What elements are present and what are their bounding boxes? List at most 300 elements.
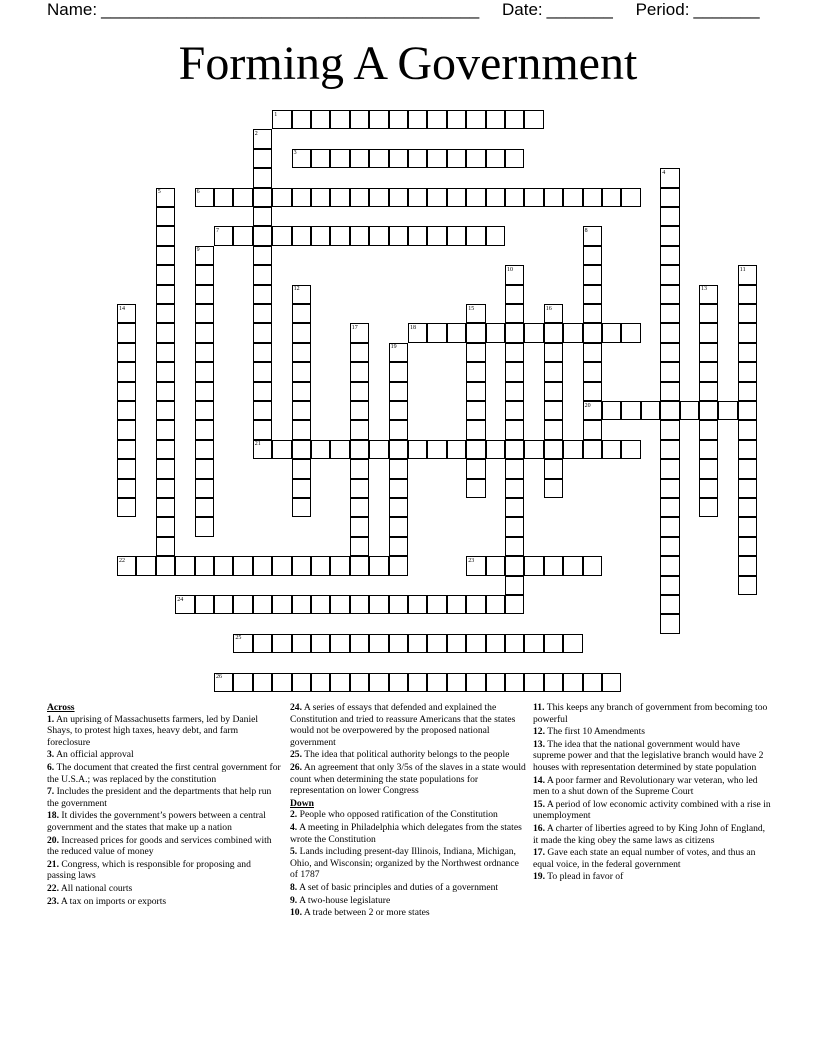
grid-cell[interactable]: [699, 323, 718, 342]
grid-cell[interactable]: [427, 634, 446, 653]
grid-cell[interactable]: [350, 459, 369, 478]
grid-cell[interactable]: [292, 362, 311, 381]
grid-cell[interactable]: [505, 420, 524, 439]
grid-cell[interactable]: [660, 440, 679, 459]
grid-cell[interactable]: [660, 323, 679, 342]
grid-cell[interactable]: [389, 595, 408, 614]
grid-cell[interactable]: [389, 401, 408, 420]
grid-cell[interactable]: [272, 673, 291, 692]
grid-cell[interactable]: [292, 304, 311, 323]
grid-cell[interactable]: [292, 188, 311, 207]
grid-cell[interactable]: [738, 382, 757, 401]
grid-cell[interactable]: [369, 556, 388, 575]
grid-cell[interactable]: [660, 265, 679, 284]
grid-cell[interactable]: [583, 556, 602, 575]
grid-cell[interactable]: [408, 110, 427, 129]
grid-cell[interactable]: [660, 304, 679, 323]
grid-cell[interactable]: [408, 149, 427, 168]
grid-cell[interactable]: [544, 401, 563, 420]
grid-cell[interactable]: [195, 556, 214, 575]
grid-cell[interactable]: [583, 420, 602, 439]
grid-cell[interactable]: [738, 440, 757, 459]
grid-cell[interactable]: [233, 595, 252, 614]
grid-cell[interactable]: [330, 673, 349, 692]
grid-cell[interactable]: [466, 479, 485, 498]
grid-cell[interactable]: [253, 226, 272, 245]
grid-cell[interactable]: [369, 110, 388, 129]
grid-cell[interactable]: [660, 246, 679, 265]
grid-cell[interactable]: [621, 401, 640, 420]
grid-cell[interactable]: [660, 614, 679, 633]
grid-cell[interactable]: [117, 479, 136, 498]
grid-cell[interactable]: [369, 440, 388, 459]
grid-cell[interactable]: [195, 440, 214, 459]
grid-cell[interactable]: [486, 226, 505, 245]
grid-cell[interactable]: [117, 498, 136, 517]
grid-cell[interactable]: [253, 595, 272, 614]
grid-cell[interactable]: [505, 440, 524, 459]
grid-cell[interactable]: [602, 440, 621, 459]
grid-cell[interactable]: [738, 401, 757, 420]
grid-cell[interactable]: [699, 304, 718, 323]
grid-cell[interactable]: [311, 226, 330, 245]
grid-cell[interactable]: [311, 149, 330, 168]
grid-cell[interactable]: [427, 595, 446, 614]
grid-cell[interactable]: [350, 226, 369, 245]
grid-cell[interactable]: [544, 634, 563, 653]
grid-cell[interactable]: [583, 323, 602, 342]
grid-cell[interactable]: [660, 459, 679, 478]
grid-cell[interactable]: [738, 362, 757, 381]
grid-cell[interactable]: [466, 459, 485, 478]
grid-cell[interactable]: [350, 110, 369, 129]
grid-cell[interactable]: [350, 595, 369, 614]
grid-cell[interactable]: [311, 556, 330, 575]
grid-cell[interactable]: [486, 110, 505, 129]
grid-cell[interactable]: [253, 323, 272, 342]
grid-cell[interactable]: [195, 420, 214, 439]
grid-cell[interactable]: [350, 401, 369, 420]
grid-cell[interactable]: [544, 362, 563, 381]
grid-cell[interactable]: [524, 188, 543, 207]
grid-cell[interactable]: [156, 323, 175, 342]
grid-cell[interactable]: [292, 226, 311, 245]
grid-cell[interactable]: [350, 537, 369, 556]
grid-cell[interactable]: [427, 440, 446, 459]
grid-cell[interactable]: [350, 673, 369, 692]
grid-cell[interactable]: [389, 479, 408, 498]
grid-cell[interactable]: [253, 362, 272, 381]
grid-cell[interactable]: [699, 401, 718, 420]
grid-cell[interactable]: [466, 634, 485, 653]
grid-cell[interactable]: [466, 420, 485, 439]
grid-cell[interactable]: [117, 420, 136, 439]
grid-cell[interactable]: [660, 498, 679, 517]
grid-cell[interactable]: [253, 246, 272, 265]
grid-cell[interactable]: [486, 556, 505, 575]
grid-cell[interactable]: [253, 401, 272, 420]
grid-cell[interactable]: [195, 479, 214, 498]
grid-cell[interactable]: [195, 382, 214, 401]
grid-cell[interactable]: [505, 595, 524, 614]
grid-cell[interactable]: [195, 595, 214, 614]
grid-cell[interactable]: [505, 362, 524, 381]
grid-cell[interactable]: [447, 226, 466, 245]
grid-cell[interactable]: [117, 343, 136, 362]
grid-cell[interactable]: [156, 304, 175, 323]
grid-cell[interactable]: [583, 440, 602, 459]
grid-cell[interactable]: [505, 556, 524, 575]
grid-cell[interactable]: [427, 110, 446, 129]
grid-cell[interactable]: [156, 285, 175, 304]
grid-cell[interactable]: [272, 188, 291, 207]
grid-cell[interactable]: [699, 459, 718, 478]
grid-cell[interactable]: [272, 556, 291, 575]
grid-cell[interactable]: [156, 343, 175, 362]
grid-cell[interactable]: [505, 343, 524, 362]
grid-cell[interactable]: [389, 382, 408, 401]
grid-cell[interactable]: [156, 420, 175, 439]
grid-cell[interactable]: [330, 110, 349, 129]
grid-cell[interactable]: [253, 168, 272, 187]
grid-cell[interactable]: [699, 479, 718, 498]
grid-cell[interactable]: [389, 226, 408, 245]
grid-cell[interactable]: [583, 246, 602, 265]
grid-cell[interactable]: [292, 673, 311, 692]
grid-cell[interactable]: [524, 673, 543, 692]
grid-cell[interactable]: [369, 149, 388, 168]
grid-cell[interactable]: [505, 323, 524, 342]
grid-cell[interactable]: [505, 285, 524, 304]
grid-cell[interactable]: [447, 188, 466, 207]
grid-cell[interactable]: [253, 188, 272, 207]
grid-cell[interactable]: [602, 401, 621, 420]
grid-cell[interactable]: [253, 285, 272, 304]
grid-cell[interactable]: [738, 420, 757, 439]
grid-cell[interactable]: [738, 285, 757, 304]
grid-cell[interactable]: [621, 323, 640, 342]
grid-cell[interactable]: [389, 556, 408, 575]
grid-cell[interactable]: [233, 188, 252, 207]
grid-cell[interactable]: [505, 110, 524, 129]
grid-cell[interactable]: [156, 226, 175, 245]
grid-cell[interactable]: [660, 576, 679, 595]
grid-cell[interactable]: [389, 420, 408, 439]
grid-cell[interactable]: [214, 595, 233, 614]
grid-cell[interactable]: [389, 498, 408, 517]
grid-cell[interactable]: [738, 556, 757, 575]
grid-cell[interactable]: [389, 634, 408, 653]
grid-cell[interactable]: [505, 498, 524, 517]
grid-cell[interactable]: [330, 556, 349, 575]
grid-cell[interactable]: [156, 498, 175, 517]
grid-cell[interactable]: [524, 634, 543, 653]
grid-cell[interactable]: [389, 459, 408, 478]
grid-cell[interactable]: [156, 382, 175, 401]
grid-cell[interactable]: [660, 420, 679, 439]
grid-cell[interactable]: [466, 595, 485, 614]
grid-cell[interactable]: [292, 479, 311, 498]
grid-cell[interactable]: [330, 440, 349, 459]
grid-cell[interactable]: [233, 673, 252, 692]
grid-cell[interactable]: [311, 595, 330, 614]
grid-cell[interactable]: [738, 479, 757, 498]
grid-cell[interactable]: [505, 149, 524, 168]
grid-cell[interactable]: [524, 110, 543, 129]
grid-cell[interactable]: [583, 285, 602, 304]
grid-cell[interactable]: [466, 673, 485, 692]
grid-cell[interactable]: [330, 226, 349, 245]
grid-cell[interactable]: [447, 673, 466, 692]
grid-cell[interactable]: [524, 323, 543, 342]
grid-cell[interactable]: [311, 673, 330, 692]
grid-cell[interactable]: [583, 673, 602, 692]
grid-cell[interactable]: [544, 188, 563, 207]
grid-cell[interactable]: [350, 420, 369, 439]
grid-cell[interactable]: [466, 188, 485, 207]
grid-cell[interactable]: [427, 188, 446, 207]
grid-cell[interactable]: [330, 595, 349, 614]
grid-cell[interactable]: [195, 285, 214, 304]
grid-cell[interactable]: [408, 673, 427, 692]
grid-cell[interactable]: [583, 304, 602, 323]
grid-cell[interactable]: [292, 343, 311, 362]
grid-cell[interactable]: [602, 673, 621, 692]
grid-cell[interactable]: [156, 265, 175, 284]
grid-cell[interactable]: [272, 440, 291, 459]
grid-cell[interactable]: [292, 595, 311, 614]
grid-cell[interactable]: [408, 440, 427, 459]
grid-cell[interactable]: [505, 517, 524, 536]
grid-cell[interactable]: [330, 188, 349, 207]
grid-cell[interactable]: [195, 517, 214, 536]
grid-cell[interactable]: [253, 149, 272, 168]
grid-cell[interactable]: [505, 304, 524, 323]
grid-cell[interactable]: [156, 440, 175, 459]
grid-cell[interactable]: [466, 362, 485, 381]
grid-cell[interactable]: [583, 343, 602, 362]
grid-cell[interactable]: [524, 556, 543, 575]
grid-cell[interactable]: [738, 304, 757, 323]
grid-cell[interactable]: [699, 382, 718, 401]
grid-cell[interactable]: [195, 343, 214, 362]
grid-cell[interactable]: [563, 188, 582, 207]
grid-cell[interactable]: [660, 595, 679, 614]
grid-cell[interactable]: [427, 226, 446, 245]
grid-cell[interactable]: [563, 556, 582, 575]
grid-cell[interactable]: [544, 343, 563, 362]
grid-cell[interactable]: [427, 149, 446, 168]
grid-cell[interactable]: [389, 362, 408, 381]
grid-cell[interactable]: [292, 556, 311, 575]
grid-cell[interactable]: [253, 673, 272, 692]
grid-cell[interactable]: [408, 634, 427, 653]
grid-cell[interactable]: [292, 440, 311, 459]
grid-cell[interactable]: [156, 401, 175, 420]
grid-cell[interactable]: [699, 343, 718, 362]
grid-cell[interactable]: [486, 149, 505, 168]
grid-cell[interactable]: [427, 673, 446, 692]
grid-cell[interactable]: [738, 323, 757, 342]
grid-cell[interactable]: [486, 673, 505, 692]
grid-cell[interactable]: [680, 401, 699, 420]
grid-cell[interactable]: [350, 556, 369, 575]
grid-cell[interactable]: [447, 440, 466, 459]
grid-cell[interactable]: [641, 401, 660, 420]
grid-cell[interactable]: [175, 556, 194, 575]
grid-cell[interactable]: [699, 420, 718, 439]
grid-cell[interactable]: [486, 323, 505, 342]
grid-cell[interactable]: [660, 343, 679, 362]
grid-cell[interactable]: [350, 479, 369, 498]
grid-cell[interactable]: [583, 382, 602, 401]
grid-cell[interactable]: [563, 673, 582, 692]
grid-cell[interactable]: [117, 362, 136, 381]
grid-cell[interactable]: [660, 226, 679, 245]
grid-cell[interactable]: [660, 401, 679, 420]
grid-cell[interactable]: [466, 110, 485, 129]
grid-cell[interactable]: [253, 207, 272, 226]
grid-cell[interactable]: [505, 479, 524, 498]
grid-cell[interactable]: [292, 323, 311, 342]
grid-cell[interactable]: [447, 595, 466, 614]
grid-cell[interactable]: [505, 382, 524, 401]
grid-cell[interactable]: [466, 401, 485, 420]
grid-cell[interactable]: [330, 149, 349, 168]
grid-cell[interactable]: [253, 343, 272, 362]
grid-cell[interactable]: [117, 440, 136, 459]
grid-cell[interactable]: [660, 285, 679, 304]
grid-cell[interactable]: [156, 517, 175, 536]
grid-cell[interactable]: [389, 149, 408, 168]
grid-cell[interactable]: [156, 556, 175, 575]
grid-cell[interactable]: [486, 595, 505, 614]
grid-cell[interactable]: [505, 634, 524, 653]
grid-cell[interactable]: [389, 110, 408, 129]
grid-cell[interactable]: [660, 479, 679, 498]
grid-cell[interactable]: [738, 343, 757, 362]
grid-cell[interactable]: [602, 188, 621, 207]
grid-cell[interactable]: [563, 440, 582, 459]
grid-cell[interactable]: [505, 537, 524, 556]
grid-cell[interactable]: [544, 323, 563, 342]
grid-cell[interactable]: [660, 362, 679, 381]
grid-cell[interactable]: [253, 265, 272, 284]
grid-cell[interactable]: [195, 362, 214, 381]
grid-cell[interactable]: [660, 517, 679, 536]
grid-cell[interactable]: [738, 459, 757, 478]
grid-cell[interactable]: [311, 188, 330, 207]
grid-cell[interactable]: [369, 595, 388, 614]
grid-cell[interactable]: [486, 188, 505, 207]
grid-cell[interactable]: [369, 634, 388, 653]
grid-cell[interactable]: [117, 323, 136, 342]
grid-cell[interactable]: [447, 149, 466, 168]
grid-cell[interactable]: [583, 362, 602, 381]
grid-cell[interactable]: [660, 188, 679, 207]
grid-cell[interactable]: [214, 556, 233, 575]
grid-cell[interactable]: [156, 362, 175, 381]
grid-cell[interactable]: [350, 343, 369, 362]
grid-cell[interactable]: [524, 440, 543, 459]
grid-cell[interactable]: [447, 110, 466, 129]
grid-cell[interactable]: [350, 362, 369, 381]
grid-cell[interactable]: [292, 420, 311, 439]
grid-cell[interactable]: [466, 149, 485, 168]
grid-cell[interactable]: [292, 634, 311, 653]
grid-cell[interactable]: [738, 517, 757, 536]
grid-cell[interactable]: [195, 498, 214, 517]
grid-cell[interactable]: [350, 634, 369, 653]
grid-cell[interactable]: [233, 226, 252, 245]
grid-cell[interactable]: [602, 323, 621, 342]
grid-cell[interactable]: [272, 634, 291, 653]
grid-cell[interactable]: [660, 556, 679, 575]
grid-cell[interactable]: [389, 440, 408, 459]
grid-cell[interactable]: [369, 226, 388, 245]
grid-cell[interactable]: [505, 673, 524, 692]
grid-cell[interactable]: [563, 634, 582, 653]
grid-cell[interactable]: [350, 517, 369, 536]
grid-cell[interactable]: [408, 595, 427, 614]
grid-cell[interactable]: [408, 226, 427, 245]
grid-cell[interactable]: [156, 537, 175, 556]
grid-cell[interactable]: [350, 382, 369, 401]
grid-cell[interactable]: [253, 304, 272, 323]
grid-cell[interactable]: [369, 188, 388, 207]
grid-cell[interactable]: [195, 323, 214, 342]
grid-cell[interactable]: [272, 595, 291, 614]
grid-cell[interactable]: [544, 556, 563, 575]
grid-cell[interactable]: [583, 265, 602, 284]
grid-cell[interactable]: [253, 382, 272, 401]
grid-cell[interactable]: [718, 401, 737, 420]
grid-cell[interactable]: [486, 634, 505, 653]
grid-cell[interactable]: [466, 323, 485, 342]
grid-cell[interactable]: [544, 479, 563, 498]
grid-cell[interactable]: [738, 498, 757, 517]
grid-cell[interactable]: [544, 420, 563, 439]
grid-cell[interactable]: [699, 362, 718, 381]
grid-cell[interactable]: [466, 343, 485, 362]
grid-cell[interactable]: [253, 556, 272, 575]
grid-cell[interactable]: [389, 673, 408, 692]
grid-cell[interactable]: [311, 440, 330, 459]
grid-cell[interactable]: [408, 188, 427, 207]
grid-cell[interactable]: [292, 110, 311, 129]
grid-cell[interactable]: [330, 634, 349, 653]
grid-cell[interactable]: [156, 459, 175, 478]
grid-cell[interactable]: [350, 498, 369, 517]
grid-cell[interactable]: [350, 440, 369, 459]
grid-cell[interactable]: [660, 537, 679, 556]
grid-cell[interactable]: [156, 207, 175, 226]
grid-cell[interactable]: [621, 440, 640, 459]
grid-cell[interactable]: [699, 440, 718, 459]
grid-cell[interactable]: [350, 149, 369, 168]
grid-cell[interactable]: [466, 226, 485, 245]
grid-cell[interactable]: [466, 440, 485, 459]
grid-cell[interactable]: [738, 576, 757, 595]
grid-cell[interactable]: [292, 401, 311, 420]
grid-cell[interactable]: [311, 634, 330, 653]
grid-cell[interactable]: [389, 537, 408, 556]
grid-cell[interactable]: [466, 382, 485, 401]
grid-cell[interactable]: [389, 188, 408, 207]
grid-cell[interactable]: [544, 382, 563, 401]
grid-cell[interactable]: [621, 188, 640, 207]
grid-cell[interactable]: [447, 323, 466, 342]
